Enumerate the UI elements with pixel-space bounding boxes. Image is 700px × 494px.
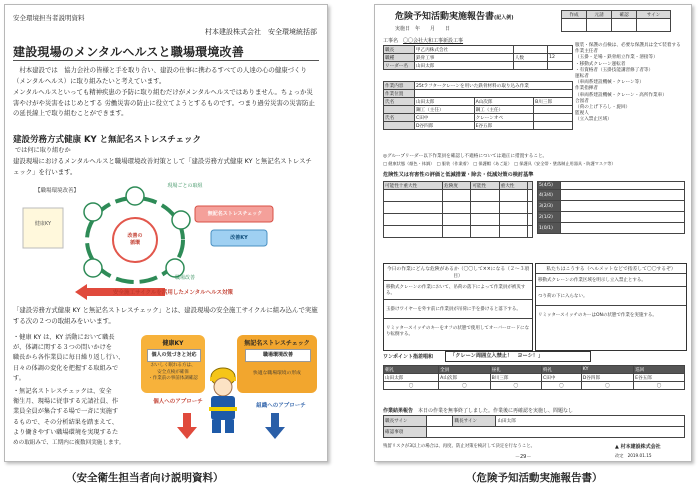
footer-note: 残留リスクが3以上の場合は、再度、防止対策を検討して決定を行なうこと。	[383, 444, 535, 449]
one-point-label: ワンポイント指差唱和	[383, 354, 434, 360]
site-bubble: 現場ごとの取組	[167, 183, 203, 189]
results-field: 作業結果報告 本日の作業を無事終了しました。作業後に再確認を実施し、問題なし	[383, 408, 574, 414]
section-description: 建設現場におけるメンタルヘルスと職場環境改善対策として「建設労務方式健康 KY と無記名ストレスチェック」を行います。	[13, 157, 312, 176]
company-name: 村本建設株式会社 安全環境統括部	[205, 28, 317, 36]
stress-check-panel: 無記名ストレスチェック 職場環境改善 快適な職場環境の形成	[237, 335, 317, 393]
intro-paragraph-2: メンタルヘルスといっても精神疾患の予防に取り組むだけがメンタルヘルスではありません。ちょっか災害やけがや災害をはじめとする 労働災害の防止に役立てようとするものです。つまり過労災害の災害防止の延長線上で取り組むことができます。	[13, 88, 315, 118]
definition-paragraph: 「建設労務方式健康 KY と無記名ストレスチェック」とは、建設現場の安全施工サイクルに組み込んで実施する次の２つの取組みをいいます。	[13, 306, 318, 325]
health-ky-bubble: 健康KY	[34, 221, 52, 227]
attendance-table: 朝礼 全員 昼礼 終礼 KY 巡回 山田太郎 A山次郎 B川三郎 C田中 D谷四郎 E谷五郎 〇 〇 〇 〇 〇 〇	[383, 365, 685, 390]
safety-cycle-diagram	[15, 180, 315, 308]
brand-logo: ▲ 村本建設株式会社	[615, 444, 661, 450]
team-info-table: 職長 甲乙丙株式会社 職種 鉄骨工事 人数 12 リーダー名 山田太郎	[383, 45, 573, 70]
hazard-box: 今日の作業にどんな危険があるか（〇〇して××になる（２〜３項目） 移動式クレーンの作業において、吊荷の落下によって作業員が被災する。 玉掛けワイヤーを外す前に作業員が吊荷に手を掛けると落下する。 リミッタースイッチのキーをオフの状態で使用してオーバーロードになり転倒する。	[383, 263, 533, 351]
approach-arrows	[163, 413, 313, 443]
one-point-slogan: 「クレーン周囲立入禁止！ ヨーシ！」	[445, 351, 591, 362]
stress-check-bubble: 無記名ストレスチェック	[207, 211, 263, 217]
work-detail-table: 作業内容 25tラフタークレーンを用いた鉄骨材料の取り込み作業 作業位置 氏名 山田太郎 A山次郎 B川三郎 鋼工（主任） 鋼工（主任） 氏名 C田中 クレーンオペ D谷四郎 E谷五郎	[383, 81, 573, 130]
risk-level-table: 5(4/5) 4(3/4) 3(2/3) 2(1/2) 1(0/1)	[537, 181, 685, 234]
ky-report-form-page	[374, 4, 692, 462]
explanation-document-page	[4, 4, 328, 462]
health-ky-panel: 健康KY 個人の気づきと対応 おいしく眠れる方は、 安全点検が確保 ・作業前の事前体調確認	[141, 335, 205, 393]
risk-section-title: 危険性又は有害性の評価と低減措置・除去・低減対策の検討基準	[383, 172, 534, 178]
improvement-ky-bubble: 改善KY	[230, 235, 248, 241]
left-caption: （安全衛生担当者向け説明資料）	[66, 472, 224, 484]
stress-check-bullet: ・無記名ストレスチェックは、安全 衛生月、現場に従事する元請社員、作 業員全員が集合する場で一斉に実施す るもので、その分析結果を踏まえて、 より働きやすい職場環境を実現するた めの取組みで、工期内に複数回実施します。	[13, 388, 125, 447]
group-leader-note: ◎グループリーダー以下作業員を確認し不適格については適正に措置すること。	[383, 154, 548, 159]
intro-paragraph-1: 村本建設では 協力会社の皆様と手を取り合い、建設の仕事に携わるすべての人達の心の健康づくり（メンタルヘルス）に取り組みたいと考えています。	[13, 66, 307, 85]
page-number: －29－	[515, 454, 532, 460]
signature-table: 職長サイン 職長サイン 山田太郎 確認事項	[383, 415, 685, 438]
section-subtitle-note: では何に取り組むか	[15, 147, 71, 154]
side-notes: 服装・保護の点検は、必要な保護具は全て装着する 作業主任者 （玉掛・足場・鉄骨組立作業・溶接等） ・移動式クレーン運転者 ・有資格者（玉掛技能講習修了者等） 運転者 （車両系建設機械・クレーン等） 作業指揮者 （車両系建設機械・クレーン・高所作業車） 合図者 （荷の上げ下ろし・旋回） 監視人 （立入禁止区域）	[575, 43, 681, 123]
right-caption: （危険予知活動実施報告書）	[466, 472, 603, 484]
checklist-line: □ 健康状態（顔色・体調） □ 服装（作業着） □ 保護帽（あご紐） □ 保護具（安全帯・墜落制止用器具・防護マスク等）	[383, 161, 616, 166]
workplace-bubble: 職場改善	[174, 275, 195, 281]
countermeasure-box: 私たちはこうする（ヘルメットなどで指差して〇〇するぞ） 移動式クレーンの作業区域を明示し立入禁止とする。 つり荷の下に入らない。 リミッタースイッチのキーはONの状態で作業を実施する。	[535, 263, 687, 351]
organization-approach-label: 組織へのアプローチ	[256, 403, 306, 409]
project-field: 工事名 〇〇会社大和工事新設工事	[383, 38, 464, 44]
risk-matrix-table: 可能性十重大性 危険度 可能性 重大性	[383, 181, 533, 238]
section-subtitle: 建設労務方式健康 KY と無記名ストレスチェック	[13, 135, 201, 145]
cycle-center-label: 改善の 循環	[127, 233, 143, 246]
form-title: 危険予知活動実施報告書(記入例)	[395, 12, 514, 22]
title-divider	[13, 60, 319, 61]
approval-stamp-table: 作成 元請 確認 サイン	[561, 10, 671, 32]
diagram-label: 【職場環境改善】	[35, 188, 80, 194]
cycle-arrow-label: 安全施工サイクルを活用したメンタルヘルス対策	[113, 290, 233, 296]
document-title: 建設現場のメンタルヘルスと職場環境改善	[13, 45, 244, 59]
individual-approach-label: 個人へのアプローチ	[153, 399, 203, 405]
version-label: 改定 2019.01.15	[615, 453, 652, 458]
health-ky-bullet: ・健康 KY は、KY 活動において職長 が、体調に関する３つの問いかけを 職長から各作業員に毎日繰り返し行い、 日々の体調の変化を把握する取組みで す。	[13, 334, 125, 382]
document-header: 安全環境担当者説明資料	[13, 14, 85, 22]
date-field: 実施日 年 月 日	[395, 26, 451, 32]
